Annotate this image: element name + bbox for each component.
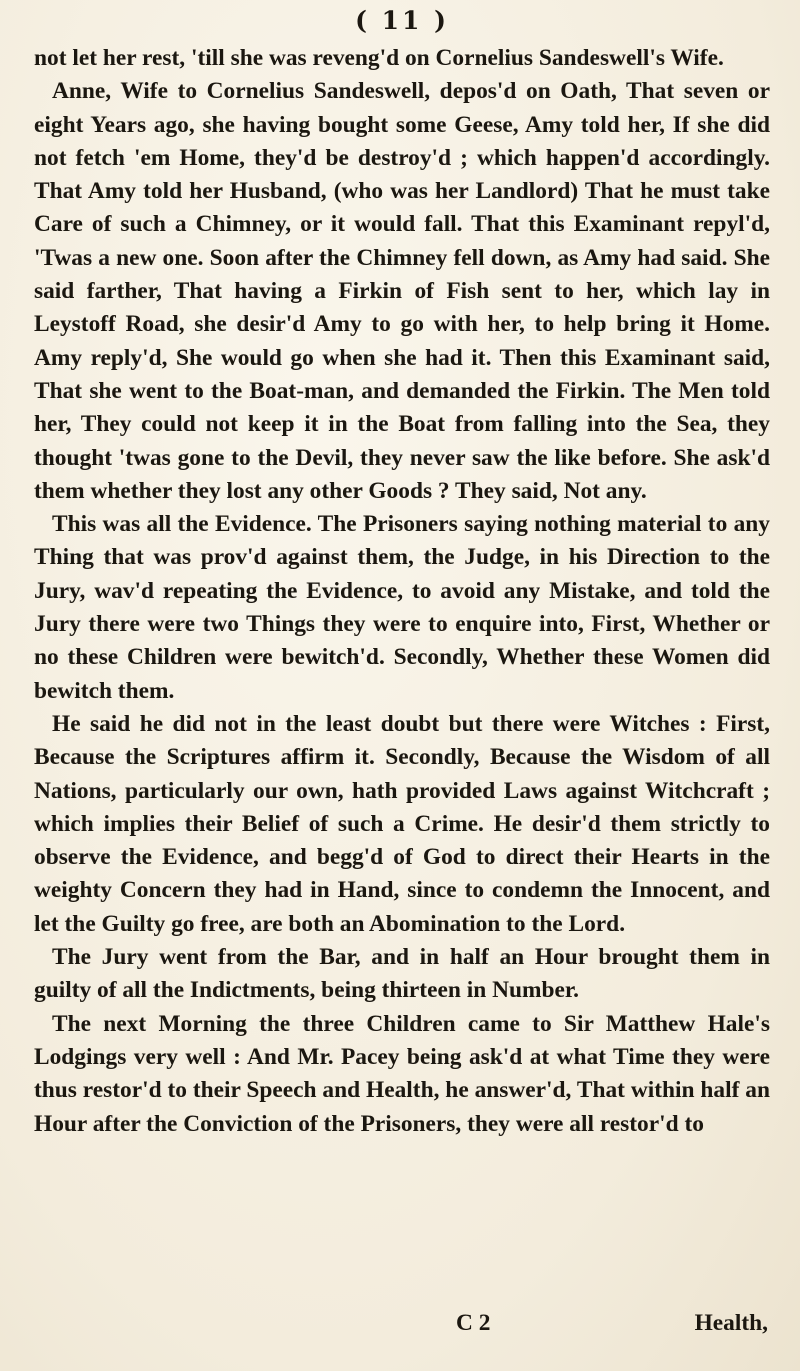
catchword: Health, — [694, 1310, 768, 1336]
paragraph: not let her rest, 'till she was reveng'd on Cornelius Sandeswell's Wife. — [34, 45, 724, 71]
page-number: ( 11 ) — [355, 6, 449, 35]
body-text — [34, 42, 770, 1141]
paragraph: Anne, Wife to Cornelius Sandeswell, depos'd on Oath, That seven or eight Years ago, she having bought some Geese, Amy told her, If she did not fetch 'em Home, they'd be destroy'd ; which happen'd accordingly. That Amy told her Husband, (who was her Landlord) That he must take Care of such a Chimney, or it would fall. That this Examinant repyl'd, 'Twas a new one. Soon after the Chimney fell down, as Amy had said. She said farther, That having a Firkin of Fish sent to her, which lay in Leystoff Road, she desir'd Amy to go with her, to help bring it Home. Amy reply'd, She would go when she had it. Then this Examinant said, That she went to the Boat-man, and demanded the Firkin. The Men told her, They could not keep it in the Boat from falling into the Sea, they thought 'twas gone to the Devil, they never saw the like before. She ask'd them whether they lost any other Goods ? They said, Not any. — [34, 78, 770, 504]
paragraph: The next Morning the three Children came to Sir Matthew Hale's Lodgings very well : And Mr. Pacey being ask'd at what Time they were thus restor'd to their Speech and Health, he answer'd, That within half an Hour after the Conviction of the Prisoners, they were all restor'd to — [34, 1010, 770, 1137]
paragraph: This was all the Evidence. The Prisoners saying nothing material to any Thing that was prov'd against them, the Judge, in his Direction to the Jury, wav'd repeating the Evidence, to avoid any Mistake, and told the Jury there were two Things they were to enquire into, First, Whether or no these Children were bewitch'd. Secondly, Whether these Women did bewitch them. — [34, 511, 770, 704]
paragraph: He said he did not in the least doubt but there were Witches : First, Because the Scriptures affirm it. Secondly, Because the Wisdom of all Nations, particularly our own, hath provided Laws against Witchcraft ; which implies their Belief of such a Crime. He desir'd them strictly to observe the Evidence, and begg'd of God to direct their Hearts in the weighty Concern they had in Hand, since to condemn the Innocent, and let the Guilty go free, are both an Abomination to the Lord. — [34, 710, 770, 937]
signature-mark: C 2 — [456, 1310, 491, 1336]
paragraph: The Jury went from the Bar, and in half an Hour brought them in guilty of all the Indictments, being thirteen in Number. — [34, 944, 770, 1004]
